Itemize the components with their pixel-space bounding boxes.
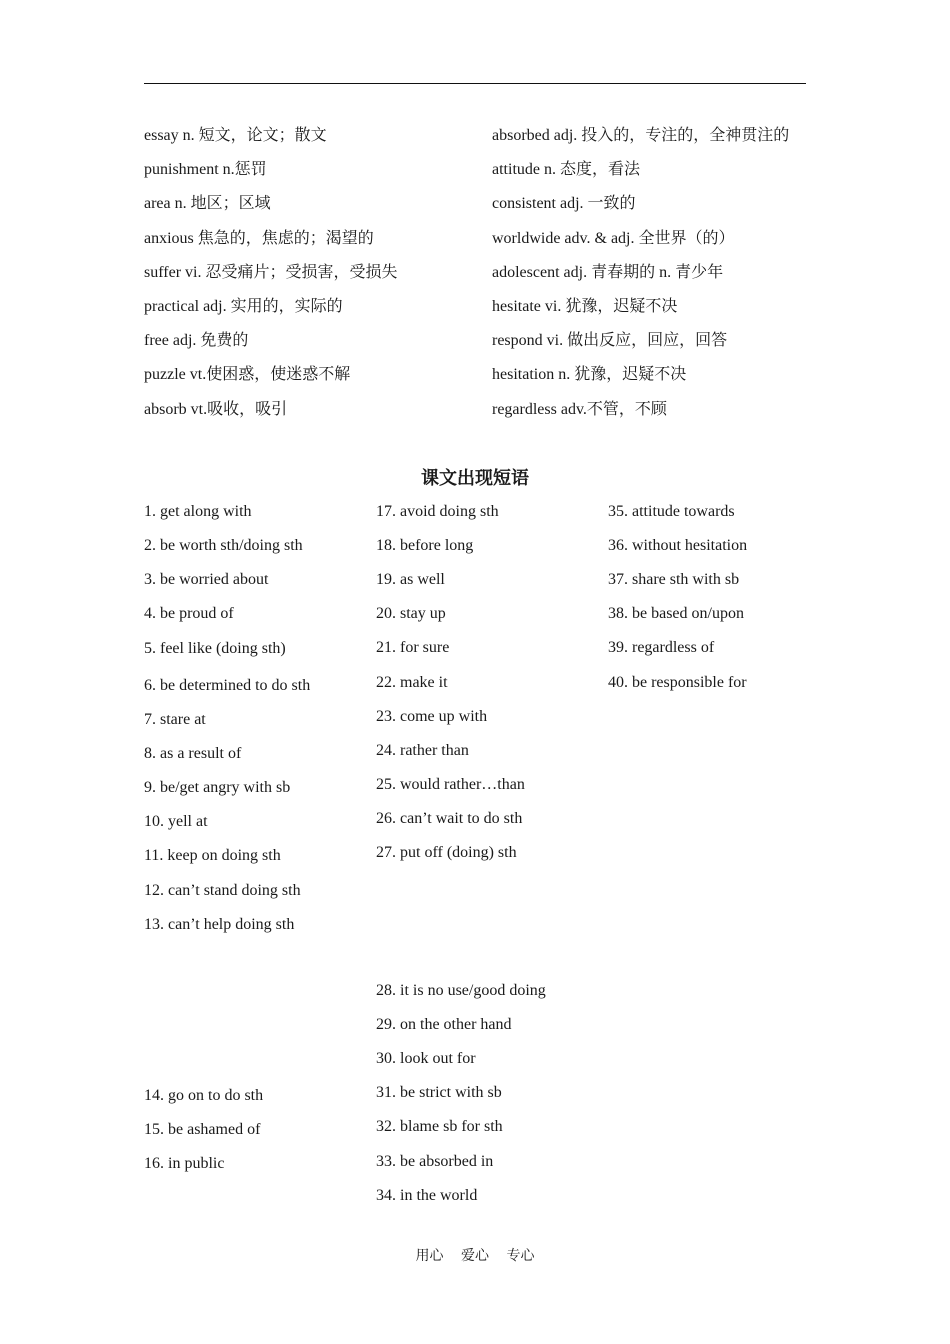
phrase-item: 29. on the other hand bbox=[376, 1016, 512, 1034]
phrase-item: 5. feel like (doing sth) bbox=[144, 640, 286, 657]
phrase-item: 8. as a result of bbox=[144, 745, 242, 762]
vocab-entry: essay n. 短文，论文；散文 bbox=[144, 127, 327, 144]
phrase-item: 34. in the world bbox=[376, 1186, 478, 1204]
phrase-item: 6. be determined to do sth bbox=[144, 677, 311, 694]
phrase-item: 15. be ashamed of bbox=[144, 1121, 261, 1138]
footer-word: 爱心 bbox=[461, 1249, 489, 1264]
phrase-item: 19. as well bbox=[376, 571, 445, 589]
phrase-item: 27. put off (doing) sth bbox=[376, 844, 517, 861]
phrase-item: 4. be proud of bbox=[144, 605, 234, 622]
phrase-item: 32. blame sb for sth bbox=[376, 1118, 503, 1136]
vocab-entry: suffer vi. 忍受痛片；受损害，受损失 bbox=[144, 263, 398, 281]
vocab-entry: anxious 焦急的，焦虑的；渴望的 bbox=[144, 229, 374, 247]
vocab-entry: absorbed adj. 投入的，专注的，全神贯注的 bbox=[492, 127, 790, 144]
phrase-item: 26. can’t wait to do sth bbox=[376, 809, 523, 827]
phrase-item: 14. go on to do sth bbox=[144, 1087, 264, 1104]
footer-word: 用心 bbox=[415, 1249, 444, 1264]
phrase-item: 11. keep on doing sth bbox=[144, 847, 281, 864]
phrase-item: 36. without hesitation bbox=[608, 537, 748, 555]
vocab-entry: consistent adj. 一致的 bbox=[492, 195, 636, 213]
vocab-entry: area n. 地区；区域 bbox=[144, 195, 271, 213]
vocab-entry: punishment n.惩罚 bbox=[144, 161, 267, 179]
phrase-item: 23. come up with bbox=[376, 707, 488, 725]
footer-word: 专心 bbox=[506, 1249, 535, 1264]
vocab-entry: attitude n. 态度，看法 bbox=[492, 161, 640, 179]
phrase-item: 40. be responsible for bbox=[608, 673, 747, 691]
phrase-item: 25. would rather…than bbox=[376, 775, 525, 793]
phrase-item: 39. regardless of bbox=[608, 639, 715, 657]
phrase-item: 9. be/get angry with sb bbox=[144, 779, 291, 796]
phrase-item: 22. make it bbox=[376, 673, 448, 691]
page-footer bbox=[0, 1248, 950, 1266]
vocab-entry: respond vi. 做出反应，回应，回答 bbox=[492, 332, 728, 350]
phrase-item: 1. get along with bbox=[144, 503, 252, 520]
phrase-item: 7. stare at bbox=[144, 711, 206, 728]
phrase-item: 20. stay up bbox=[376, 605, 446, 623]
phrase-item: 13. can’t help doing sth bbox=[144, 916, 295, 933]
phrase-item: 31. be strict with sb bbox=[376, 1084, 502, 1102]
phrase-item: 18. before long bbox=[376, 537, 474, 555]
phrase-item: 24. rather than bbox=[376, 741, 469, 759]
phrase-item: 3. be worried about bbox=[144, 571, 269, 588]
phrase-item: 10. yell at bbox=[144, 813, 208, 830]
phrase-item: 33. be absorbed in bbox=[376, 1152, 494, 1170]
header-rule bbox=[144, 83, 806, 84]
vocab-entry: worldwide adv. & adj. 全世界（的） bbox=[492, 229, 735, 247]
phrase-item: 17. avoid doing sth bbox=[376, 503, 499, 520]
phrase-item: 21. for sure bbox=[376, 639, 450, 657]
phrase-item: 2. be worth sth/doing sth bbox=[144, 537, 303, 554]
vocab-entry: regardless adv.不管，不顾 bbox=[492, 400, 667, 418]
phrase-item: 35. attitude towards bbox=[608, 503, 735, 520]
phrase-item: 28. it is no use/good doing bbox=[376, 982, 546, 999]
vocab-entry: practical adj. 实用的，实际的 bbox=[144, 298, 343, 315]
phrase-item: 30. look out for bbox=[376, 1050, 476, 1068]
vocab-entry: absorb vt.吸收，吸引 bbox=[144, 400, 288, 418]
vocab-entry: adolescent adj. 青春期的 n. 青少年 bbox=[492, 263, 724, 281]
vocab-entry: free adj. 免费的 bbox=[144, 332, 249, 350]
vocab-entry: puzzle vt.使困惑，使迷惑不解 bbox=[144, 366, 351, 384]
phrase-item: 12. can’t stand doing sth bbox=[144, 882, 301, 899]
vocab-entry: hesitation n. 犹豫，迟疑不决 bbox=[492, 366, 687, 384]
section-title: 课文出现短语 bbox=[421, 468, 529, 488]
phrase-item: 38. be based on/upon bbox=[608, 605, 744, 623]
phrase-item: 16. in public bbox=[144, 1155, 225, 1172]
vocab-entry: hesitate vi. 犹豫，迟疑不决 bbox=[492, 298, 678, 315]
phrase-item: 37. share sth with sb bbox=[608, 571, 740, 589]
